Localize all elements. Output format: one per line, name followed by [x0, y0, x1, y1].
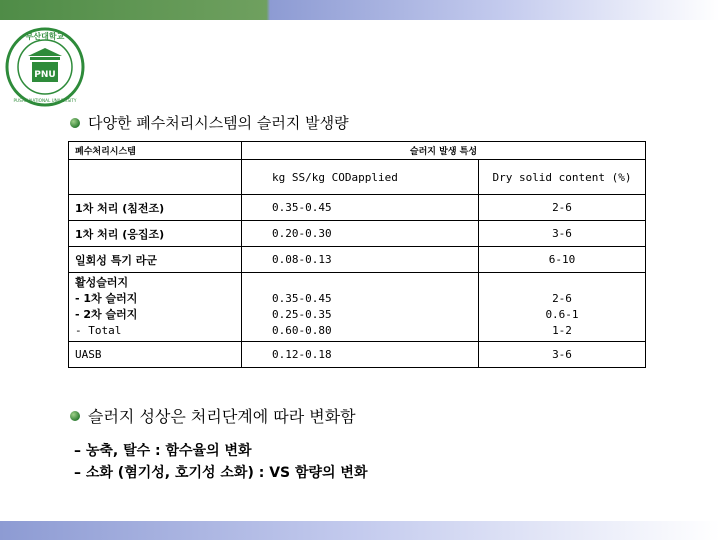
row-value-dry: 3-6: [479, 221, 646, 247]
row-value-dry: 2-6: [552, 292, 572, 305]
logo-top-text: 부산대학교: [25, 32, 65, 41]
row-value-kg: 0.60-0.80: [272, 324, 332, 337]
row-name-group: [69, 273, 242, 342]
top-decorative-bar: [0, 0, 720, 20]
table-row: [69, 247, 646, 273]
row-value-kg: 0.20-0.30: [242, 221, 479, 247]
bottom-decorative-bar: [0, 521, 720, 540]
row-value-kg: 0.08-0.13: [242, 247, 479, 273]
table-row: [69, 342, 646, 368]
table-row: [69, 221, 646, 247]
bullet-icon: [70, 118, 80, 128]
sub-item-thickening: – 농축, 탈수 : 함수율의 변화: [74, 443, 252, 459]
row-sub-name: - 2차 슬러지: [75, 308, 138, 321]
table-row: [69, 195, 646, 221]
row-value-dry: 1-2: [552, 324, 572, 337]
header-system: 폐수처리시스템: [69, 142, 242, 160]
row-value-kg: 0.25-0.35: [272, 308, 332, 321]
table-row-activated-sludge: [69, 273, 646, 342]
row-values-kg: [242, 273, 479, 342]
row-name: UASB: [69, 342, 242, 368]
bullet-item-sludge-generation: [70, 112, 349, 133]
row-value-dry: 6-10: [479, 247, 646, 273]
logo-bottom-text: PUSAN NATIONAL UNIVERSITY: [13, 98, 77, 103]
row-value-dry: 3-6: [479, 342, 646, 368]
subheader-kg-ss: kg SS/kg CODapplied: [242, 160, 479, 195]
table-header-row: [69, 142, 646, 160]
subheader-empty: [69, 160, 242, 195]
sub-item-list: [74, 440, 367, 484]
row-sub-name: - Total: [75, 324, 122, 337]
row-value-kg: 0.12-0.18: [242, 342, 479, 368]
table-subheader-row: [69, 160, 646, 195]
sub-item-digestion: – 소화 (혐기성, 호기성 소화) : VS 함량의 변화: [74, 465, 368, 481]
bullet-item-sludge-change: [70, 404, 356, 427]
sludge-table: [68, 141, 646, 368]
row-value-kg: 0.35-0.45: [242, 195, 479, 221]
subheader-dry-solid: Dry solid content (%): [479, 160, 646, 195]
university-logo: [4, 26, 86, 108]
bullet-icon: [70, 411, 80, 421]
row-name: 일회성 특기 라군: [69, 247, 242, 273]
row-value-dry: 2-6: [479, 195, 646, 221]
logo-badge: PNU: [34, 70, 56, 80]
row-value-dry: 0.6-1: [545, 308, 579, 321]
row-value-kg: 0.35-0.45: [272, 292, 332, 305]
row-values-dry: [479, 273, 646, 342]
row-name: 1차 처리 (침전조): [69, 195, 242, 221]
bullet-text: 슬러지 성상은 처리단계에 따라 변화함: [88, 407, 356, 426]
header-sludge-characteristics: 슬러지 발생 특성: [242, 142, 646, 160]
row-group-title: 활성슬러지: [75, 276, 129, 289]
row-name: 1차 처리 (응집조): [69, 221, 242, 247]
row-sub-name: - 1차 슬러지: [75, 292, 138, 305]
bullet-text: 다양한 폐수처리시스템의 슬러지 발생량: [88, 114, 349, 132]
